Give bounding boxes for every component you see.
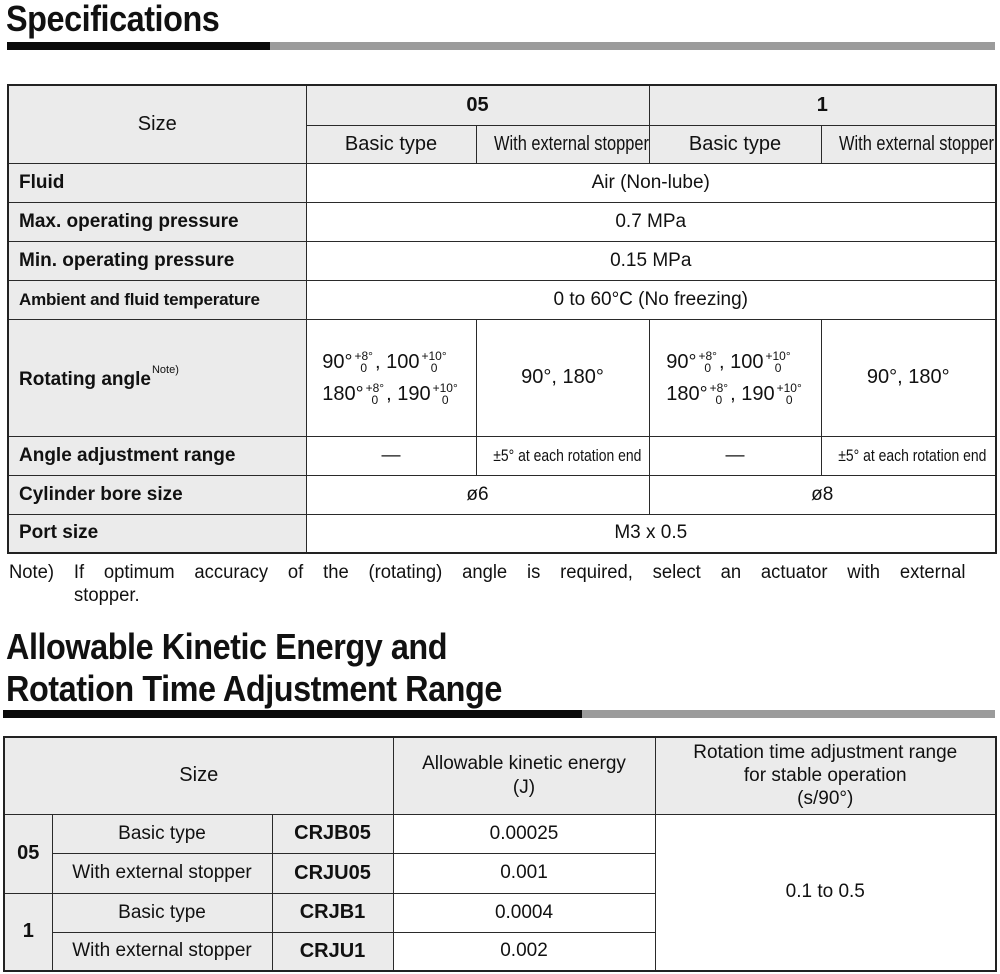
tolerance: +8° 0 [354,348,373,375]
min-pressure-value: 0.15 MPa [306,241,996,280]
rotating-angle-basic-05 [306,319,476,436]
kinetic-energy-table [3,736,997,972]
angle-value: 90° [322,350,353,373]
model-cell: CRJU1 [272,932,393,971]
kinetic-header-row [4,737,996,814]
bore-size-05: ø6 [306,475,649,514]
bore-size-1: ø8 [649,475,996,514]
row-label-fluid: Fluid [8,163,306,202]
energy-cell: 0.001 [393,853,655,893]
energy-header-line-2: (J) [512,776,536,798]
type-header-stopper-1-label: With external stopper [838,132,994,155]
kinetic-size-header: Size [4,737,393,814]
size-1-header: 1 [649,85,996,125]
type-header-basic-1: Basic type [649,125,821,163]
angle-value: 100 [730,350,764,373]
angle-tolerance-block: 90° +8° 0 , 100 +10° 0 180° +8° 0 , 190 +10° 0 [322,348,458,407]
type-cell: Basic type [52,893,272,932]
time-header-line-2: for stable operation [743,765,907,787]
type-header-basic-05: Basic type [306,125,476,163]
footnote-line-1: Note) If optimum accuracy of the (rotating) angle is required, select an actuator with external [9,562,966,583]
port-size-value: M3 x 0.5 [306,514,996,553]
table-row-port-size [8,514,996,553]
note-marker: Note) [151,364,179,376]
tolerance: +10° 0 [776,380,802,407]
tolerance: +10° 0 [765,348,791,375]
table-row [4,814,996,853]
time-header-line-1: Rotation time adjustment range [693,742,958,764]
row-label-min-pressure: Min. operating pressure [8,241,306,280]
row-label-temperature: Ambient and fluid temperature [8,280,306,319]
rotation-time-range-cell: 0.1 to 0.5 [655,814,996,971]
max-pressure-value: 0.7 MPa [306,202,996,241]
size-05-header: 05 [306,85,649,125]
energy-cell: 0.00025 [393,814,655,853]
type-cell: With external stopper [52,932,272,971]
angle-adjustment-stopper-05-text: ±5° at each rotation end [492,445,641,465]
table-row-min-pressure [8,241,996,280]
tolerance: +8° 0 [365,380,385,407]
row-label-angle-adjustment: Angle adjustment range [8,436,306,475]
angle-adjustment-stopper-1 [821,436,996,475]
specifications-table [7,84,997,554]
title-underline [3,710,995,718]
row-label-bore-size: Cylinder bore size [8,475,306,514]
table-row-rotating-angle [8,319,996,436]
size-cell-1: 1 [4,893,52,971]
angle-value: 180° [322,382,364,405]
angle-value: 190 [397,382,431,405]
header-row-sizes [8,85,996,125]
energy-cell: 0.0004 [393,893,655,932]
angle-adjustment-stopper-1-text: ±5° at each rotation end [837,445,986,465]
size-cell-05: 05 [4,814,52,893]
angle-value: 90° [666,350,697,373]
angle-value: 180° [666,382,708,405]
kinetic-title-line-2: Rotation Time Adjustment Range [6,668,502,709]
fluid-value: Air (Non-lube) [306,163,996,202]
type-header-stopper-05 [476,125,649,163]
kinetic-energy-title [6,626,502,710]
footnote [9,561,965,607]
table-row-temperature [8,280,996,319]
table-row-angle-adjustment [8,436,996,475]
row-label-port-size: Port size [8,514,306,553]
type-header-stopper-1 [821,125,996,163]
specifications-title: Specifications [6,0,220,39]
rotating-angle-basic-1 [649,319,821,436]
kinetic-title-line-1: Allowable Kinetic Energy and [6,626,448,667]
angle-adjustment-stopper-05 [476,436,649,475]
rotating-angle-stopper-05: 90°, 180° [476,319,649,436]
time-header-line-3: (s/90°) [797,788,854,810]
table-row-max-pressure [8,202,996,241]
angle-adjustment-basic-05: — [306,436,476,475]
tolerance: +8° 0 [709,380,729,407]
angle-tolerance-block: 90° +8° 0 , 100 +10° 0 180° +8° 0 , 190 +10° 0 [666,348,802,407]
energy-cell: 0.002 [393,932,655,971]
rotating-angle-label: Rotating angle [19,369,151,390]
table-row-bore-size [8,475,996,514]
model-cell: CRJB05 [272,814,393,853]
footnote-line-2: stopper. [73,585,140,606]
temperature-value: 0 to 60°C (No freezing) [306,280,996,319]
type-cell: Basic type [52,814,272,853]
rotating-angle-stopper-1: 90°, 180° [821,319,996,436]
angle-adjustment-basic-1: — [649,436,821,475]
angle-value: 100 [386,350,420,373]
model-cell: CRJU05 [272,853,393,893]
title-underline [7,42,995,50]
kinetic-energy-header [393,737,655,814]
row-label-max-pressure: Max. operating pressure [8,202,306,241]
tolerance: +10° 0 [432,380,458,407]
type-cell: With external stopper [52,853,272,893]
type-header-stopper-05-label: With external stopper [493,132,649,155]
row-label-rotating-angle [8,319,306,436]
rotation-time-header [655,737,996,814]
model-cell: CRJB1 [272,893,393,932]
angle-value: 190 [741,382,775,405]
size-header: Size [8,85,306,163]
tolerance: +10° 0 [421,348,447,375]
energy-header-line-1: Allowable kinetic energy [422,752,626,774]
table-row-fluid [8,163,996,202]
tolerance: +8° 0 [698,348,717,375]
